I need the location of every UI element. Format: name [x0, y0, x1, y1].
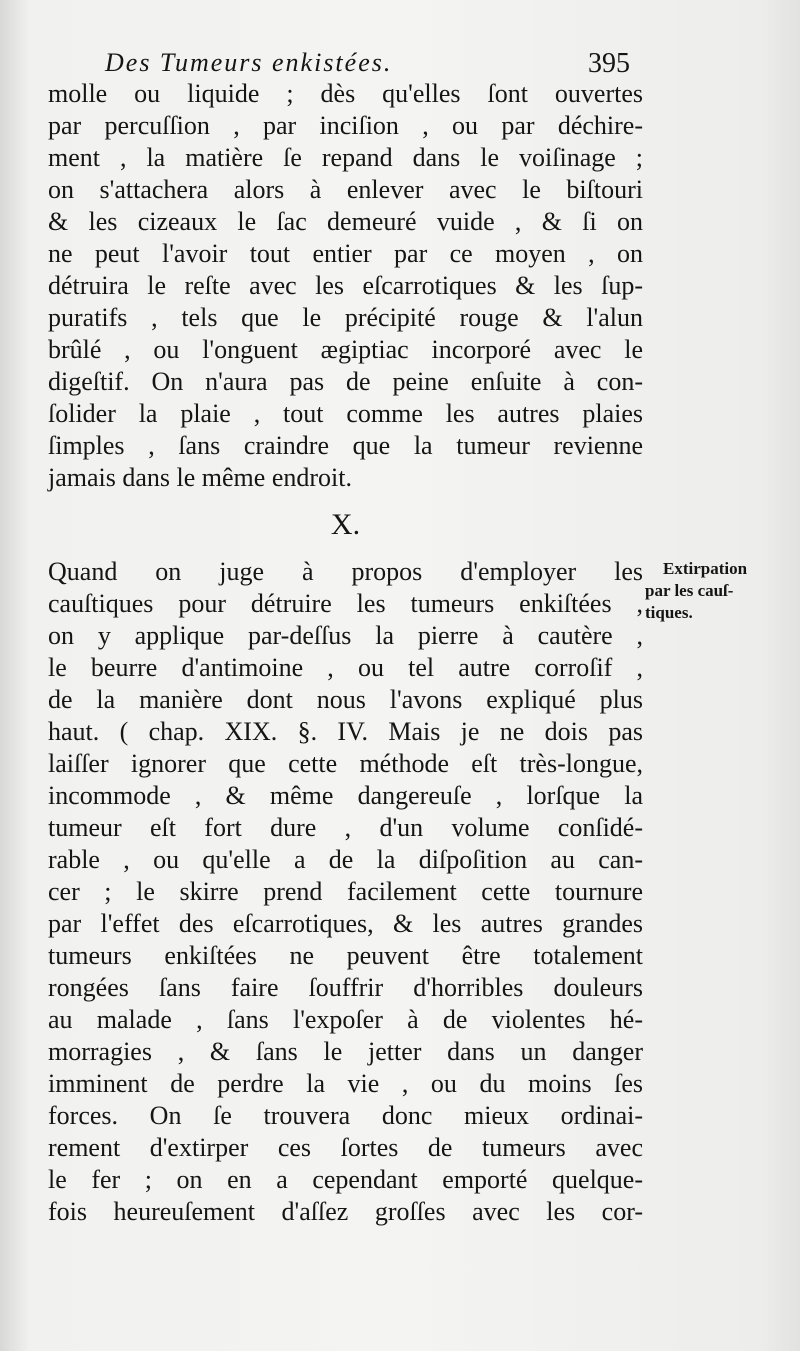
text-line: détruira le reſte avec les eſcarrotiques & les ſup-	[48, 271, 643, 300]
text-line: cer ; le skirre prend facilement cette tournure	[48, 877, 643, 906]
text-line: tumeurs enkiſtées ne peuvent être totalement	[48, 941, 643, 970]
paragraph-2	[48, 556, 643, 1228]
text-line: imminent de perdre la vie , ou du moins ſes	[48, 1069, 643, 1098]
marginal-note	[645, 558, 797, 624]
text-line: incommode , & même dangereuſe , lorſque la	[48, 781, 643, 810]
text-line: le beurre d'antimoine , ou tel autre corroſif ,	[48, 653, 643, 682]
text-line: molle ou liquide ; dès qu'elles ſont ouvertes	[48, 79, 643, 108]
text-line: Quand on juge à propos d'employer les	[48, 557, 643, 586]
text-line: ment , la matière ſe repand dans le voiſinage ;	[48, 143, 643, 172]
marginal-note-line: tiques.	[645, 603, 693, 622]
text-line: haut. ( chap. XIX. §. IV. Mais je ne dois pas	[48, 717, 643, 746]
text-line: & les cizeaux le ſac demeuré vuide , & ſi on	[48, 207, 643, 236]
paragraph-1	[48, 78, 643, 494]
text-line: par l'effet des eſcarrotiques, & les autres grandes	[48, 909, 643, 938]
text-line: tumeur eſt fort dure , d'un volume conſidé-	[48, 813, 643, 842]
body-text	[48, 78, 643, 1228]
text-line: rement d'extirper ces ſortes de tumeurs avec	[48, 1133, 643, 1162]
text-line: par percuſſion , par inciſion , ou par déchire-	[48, 111, 643, 140]
text-line: au malade , ſans l'expoſer à de violentes hé-	[48, 1005, 643, 1034]
text-line: cauſtiques pour détruire les tumeurs enkiſtées ,	[48, 589, 643, 618]
marginal-note-line: par les cauſ-	[645, 581, 734, 600]
text-line: puratifs , tels que le précipité rouge & l'alun	[48, 303, 643, 332]
text-line: on y applique par-deſſus la pierre à cautère ,	[48, 621, 643, 650]
text-line: ſolider la plaie , tout comme les autres plaies	[48, 399, 643, 428]
text-line: rongées ſans faire ſouffrir d'horribles douleurs	[48, 973, 643, 1002]
text-line: digeſtif. On n'aura pas de peine enſuite à con-	[48, 367, 643, 396]
text-line: forces. On ſe trouvera donc mieux ordinai-	[48, 1101, 643, 1130]
text-line: ne peut l'avoir tout entier par ce moyen , on	[48, 239, 643, 268]
text-line: jamais dans le même endroit.	[48, 463, 352, 492]
section-heading: X.	[330, 508, 361, 541]
marginal-note-line: Extirpation	[663, 559, 748, 578]
text-line: on s'attachera alors à enlever avec le biſtouri	[48, 175, 643, 204]
text-line: morragies , & ſans le jetter dans un danger	[48, 1037, 643, 1066]
text-line: ſimples , ſans craindre que la tumeur revienne	[48, 431, 643, 460]
text-line: rable , ou qu'elle a de la diſpoſition au can-	[48, 845, 643, 874]
text-line: fois heureuſement d'aſſez groſſes avec les cor-	[48, 1197, 643, 1226]
running-head-title: Des Tumeurs enkistées.	[105, 48, 393, 77]
text-line: le fer ; on en a cependant emporté quelque-	[48, 1165, 643, 1194]
running-head	[105, 42, 630, 82]
text-line: laiſſer ignorer que cette méthode eſt très-longue,	[48, 749, 643, 778]
text-line: brûlé , ou l'onguent ægiptiac incorporé avec le	[48, 335, 643, 364]
page-number: 395	[588, 48, 630, 79]
text-line: de la manière dont nous l'avons expliqué plus	[48, 685, 643, 714]
